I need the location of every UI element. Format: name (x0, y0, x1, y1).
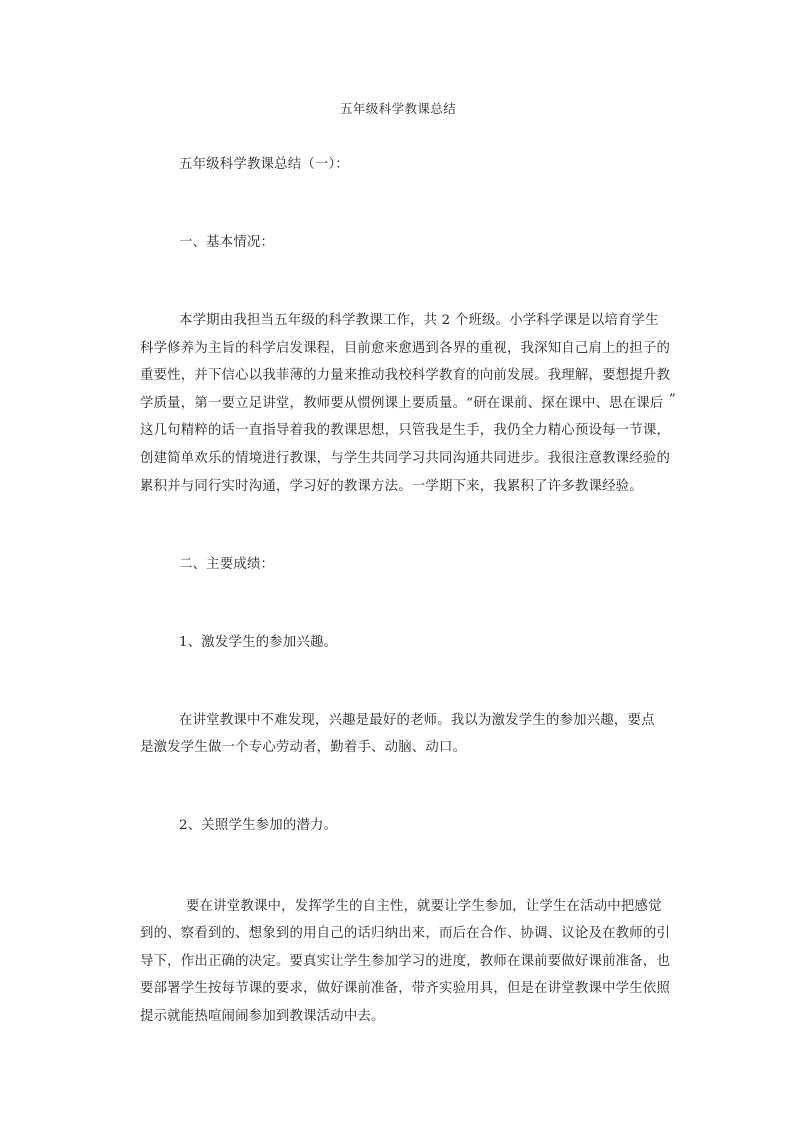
paragraph-line: 累积并与同行实时沟通，学习好的教课方法。一学期下来，我累积了许多教课经验。 (140, 479, 643, 494)
closing-quote: ” (669, 392, 676, 407)
item-1-heading: 1、激发学生的参加兴趣。 (179, 635, 338, 650)
section-1-heading: 一、基本情况： (179, 235, 275, 250)
paragraph-line: 到的、察看到的、想象到的用自己的话归纳出来，而后在合作、协调、议论及在教师的引 (140, 926, 671, 941)
paragraph-line: 科学修养为主旨的科学启发课程，目前愈来愈遇到各界的重视，我深知自己肩上的担子的 (140, 341, 671, 356)
paragraph-line: 是激发学生做一个专心劳动者，勤着手、动脑、动口。 (140, 740, 467, 755)
paragraph-line: 要部署学生按每节课的要求，做好课前准备，带齐实验用具，但是在讲堂教课中学生依照 (140, 981, 671, 996)
paragraph-line: 导下，作出正确的决定。要真实让学生参加学习的进度，教师在课前要做好课前准备，也 (140, 954, 671, 969)
paragraph-line: 本学期由我担当五年级的科学教课工作，共 2 个班级。小学科学课是以培育学生 (179, 313, 659, 328)
section-2-heading: 二、主要成绩： (179, 557, 275, 572)
subtitle: 五年级科学教课总结（一）： (179, 157, 349, 172)
page-title: 五年级科学教课总结 (340, 101, 457, 116)
paragraph-line: 在讲堂教课中不难发现，兴趣是最好的老师。我以为激发学生的参加兴趣，要点 (179, 713, 655, 728)
paragraph-line: 要在讲堂教课中，发挥学生的自主性，就要让学生参加，让学生在活动中把感觉 (186, 899, 662, 914)
paragraph-line: 重要性，并下信心以我菲薄的力量来推动我校科学教育的向前发展。我理解，要想提升教 (140, 368, 671, 383)
item-2-heading: 2、关照学生参加的潜力。 (179, 818, 338, 833)
paragraph-line: 学质量，第一要立足讲堂，教师要从惯例课上要质量。“研在课前、探在课中、思在课后 (140, 396, 664, 411)
paragraph-line: 提示就能热喧闹闹参加到教课活动中去。 (140, 1009, 385, 1024)
paragraph-line: 创建简单欢乐的情境进行教课，与学生共同学习共同沟通共同进步。我很注意教课经验的 (140, 451, 671, 466)
paragraph-line: 这几句精粹的话一直指导着我的教课思想，只管我是生手，我仍全力精心预设每一节课， (140, 423, 671, 438)
